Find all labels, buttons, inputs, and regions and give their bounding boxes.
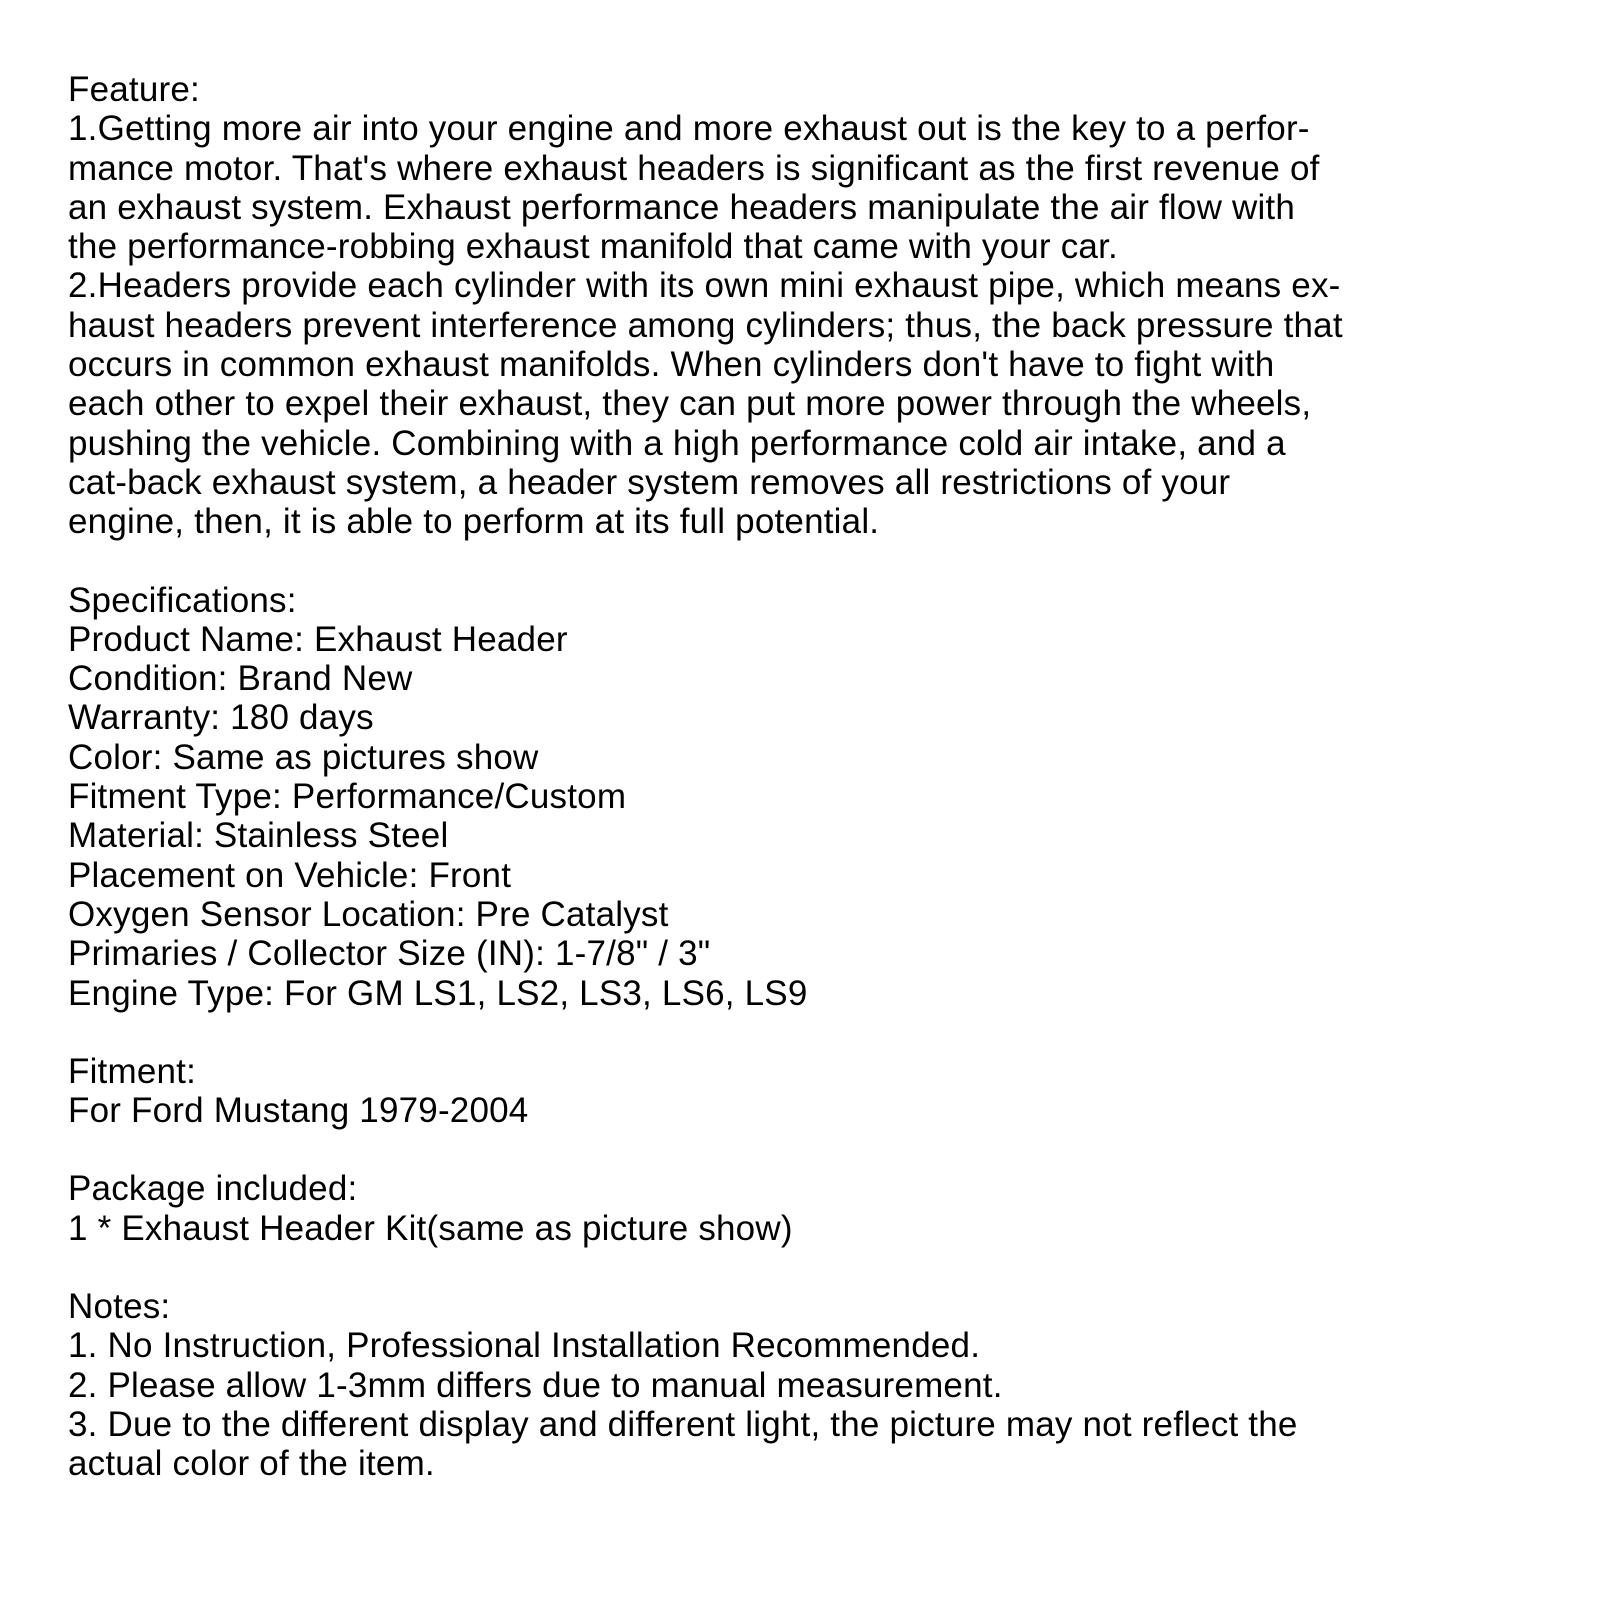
text-line: Condition: Brand New [68, 659, 413, 699]
section-package-included [68, 1169, 1560, 1248]
section-specifications-heading: Specifications: [68, 580, 297, 620]
text-line: cat-back exhaust system, a header system removes all restrictions of your [68, 462, 1231, 502]
section-package-included-heading: Package included: [68, 1169, 358, 1209]
section-notes-heading: Notes: [68, 1287, 171, 1327]
text-line: Primaries / Collector Size (IN): 1-7/8" / 3" [68, 934, 711, 974]
text-line: haust headers prevent interference among cylinders; thus, the back pressure that [68, 305, 1343, 345]
text-line: mance motor. That's where exhaust headers is significant as the first revenue of [68, 148, 1320, 188]
text-line: the performance-robbing exhaust manifold that came with your car. [68, 227, 1118, 267]
text-line: occurs in common exhaust manifolds. When cylinders don't have to fight with [68, 345, 1275, 385]
text-line: 1.Getting more air into your engine and more exhaust out is the key to a perfor- [68, 109, 1310, 149]
section-notes [68, 1287, 1560, 1483]
text-line: For Ford Mustang 1979-2004 [68, 1091, 529, 1131]
text-line: Fitment Type: Performance/Custom [68, 777, 627, 817]
text-line: 2.Headers provide each cylinder with its own mini exhaust pipe, which means ex- [68, 266, 1341, 306]
text-line: Product Name: Exhaust Header [68, 619, 568, 659]
section-fitment-heading: Fitment: [68, 1051, 197, 1091]
section-specifications [68, 581, 1560, 1013]
text-line: Oxygen Sensor Location: Pre Catalyst [68, 894, 669, 934]
text-line: 2. Please allow 1-3mm differs due to manual measurement. [68, 1365, 1003, 1405]
text-line: Warranty: 180 days [68, 698, 374, 738]
section-fitment [68, 1052, 1560, 1131]
text-line: an exhaust system. Exhaust performance headers manipulate the air flow with [68, 187, 1296, 227]
text-line: 1 * Exhaust Header Kit(same as picture show) [68, 1208, 793, 1248]
text-line: each other to expel their exhaust, they can put more power through the wheels, [68, 384, 1312, 424]
section-feature [68, 70, 1560, 542]
text-line: Engine Type: For GM LS1, LS2, LS3, LS6, LS9 [68, 973, 808, 1013]
section-feature-heading: Feature: [68, 70, 200, 109]
text-line: pushing the vehicle. Combining with a high performance cold air intake, and a [68, 423, 1286, 463]
text-line: Placement on Vehicle: Front [68, 855, 512, 895]
text-line: Material: Stainless Steel [68, 816, 449, 856]
text-line: actual color of the item. [68, 1444, 435, 1484]
text-line: 1. No Instruction, Professional Installation Recommended. [68, 1326, 981, 1366]
product-description [68, 70, 1560, 1484]
text-line: engine, then, it is able to perform at its full potential. [68, 502, 880, 542]
text-line: 3. Due to the different display and different light, the picture may not reflect the [68, 1404, 1298, 1444]
text-line: Color: Same as pictures show [68, 737, 539, 777]
